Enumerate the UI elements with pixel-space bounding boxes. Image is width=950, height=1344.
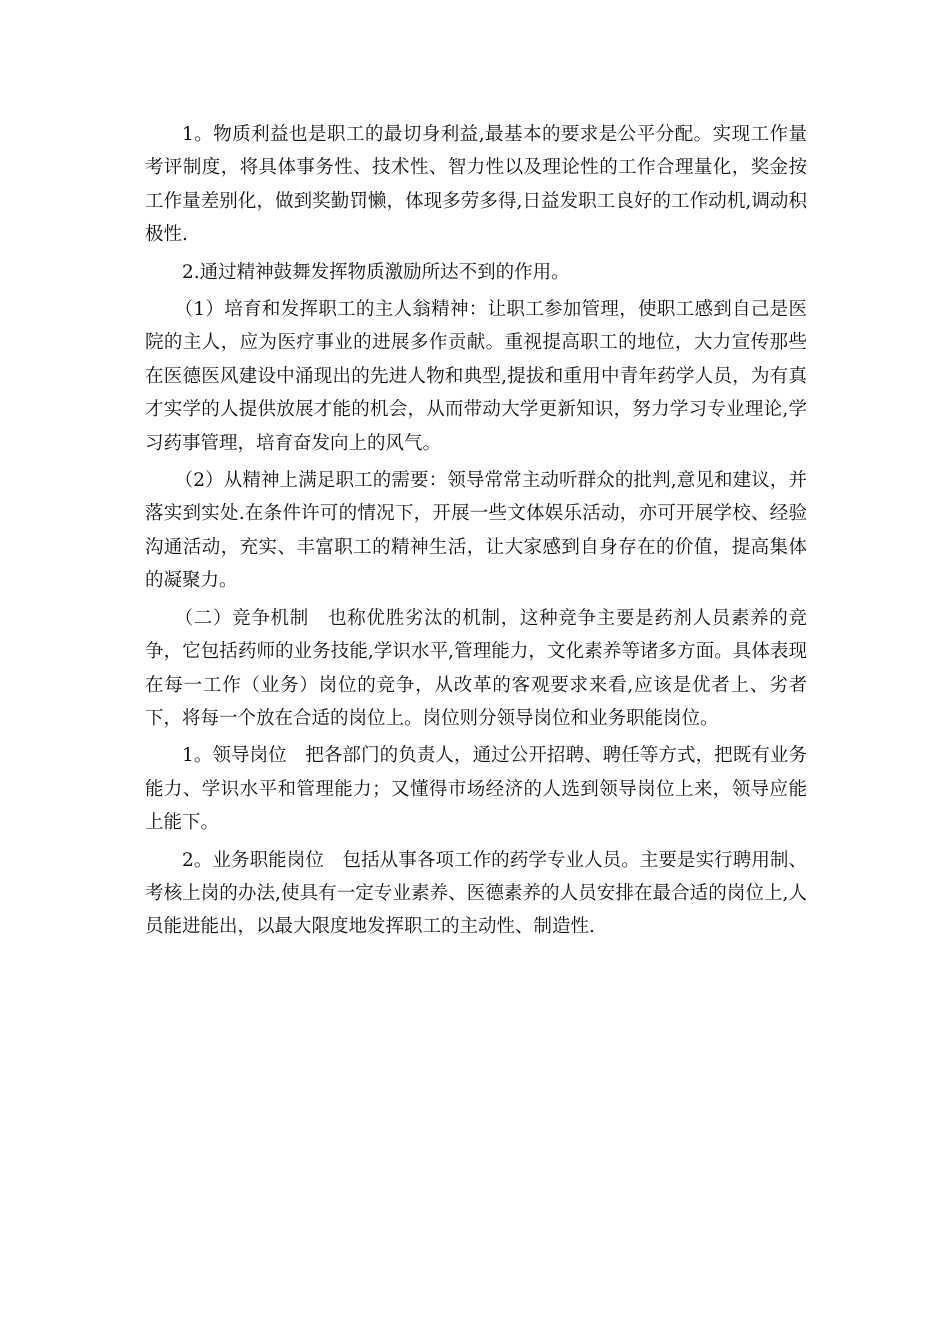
paragraph-spiritual-needs: （2）从精神上满足职工的需要：领导常常主动听群众的批判,意见和建议，并落实到实处.在条件许可的情况下，开展一些文体娱乐活动，亦可开展学校、经验沟通活动，充实、丰富职工的精神生活，让大家感到自身存在的价值，提高集体的凝聚力。	[145, 470, 807, 592]
paragraph-ownership-spirit: （1）培育和发挥职工的主人翁精神：让职工参加管理，使职工感到自己是医院的主人，应为医疗事业的进展多作贡献。重视提高职工的地位，大力宣传那些在医德医风建设中涌现出的先进人物和典型,提拔和重用中青年药学人员，为有真才实学的人提供放展才能的机会，从而带动大学更新知识，努力学习专业理论,学习药事管理，培育奋发向上的风气。	[145, 299, 807, 454]
paragraph-competition-mechanism: （二）竞争机制 也称优胜劣汰的机制，这种竞争主要是药剂人员素养的竞争，它包括药师的业务技能,学识水平,管理能力，文化素养等诸多方面。具体表现在每一工作（业务）岗位的竞争，从改革的客观要求来看,应该是优者上、劣者下，将每一个放在合适的岗位上。岗位则分领导岗位和业务职能岗位。	[145, 607, 807, 729]
paragraph-functional-posts: 2。业务职能岗位 包括从事各项工作的药学专业人员。主要是实行聘用制、考核上岗的办法,使具有一定专业素养、医德素养的人员安排在最合适的岗位上,人员能进能出，以最大限度地发挥职工的主动性、制造性.	[145, 849, 807, 938]
paragraph-material-interest: 1。物质利益也是职工的最切身利益,最基本的要求是公平分配。实现工作量考评制度，将具体事务性、技术性、智力性以及理论性的工作合理量化，奖金按工作量差别化，做到奖勤罚懒，体现多劳多得,日益发职工良好的工作动机,调动积极性.	[145, 124, 807, 246]
paragraph-leadership-posts: 1。领导岗位 把各部门的负责人，通过公开招聘、聘任等方式，把既有业务能力、学识水平和管理能力；又懂得市场经济的人选到领导岗位上来，领导应能上能下。	[145, 745, 807, 834]
paragraph-spiritual-encouragement: 2.通过精神鼓舞发挥物质激励所达不到的作用。	[182, 261, 570, 283]
document-body	[145, 118, 807, 948]
